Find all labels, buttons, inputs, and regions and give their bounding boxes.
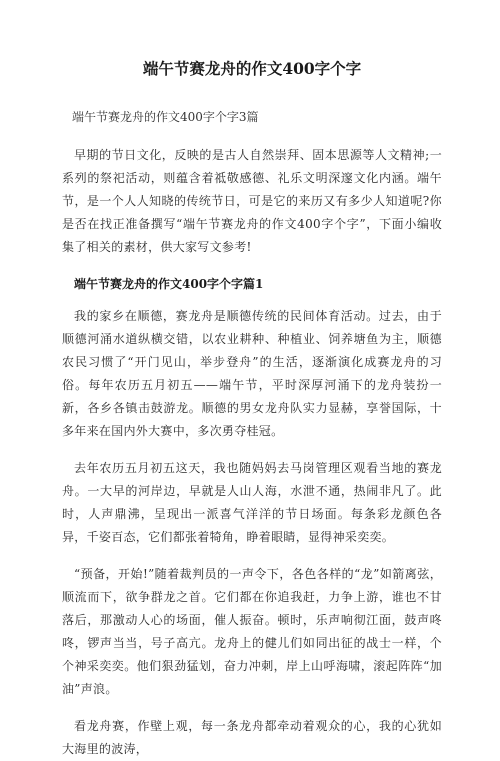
intro-paragraph: 早期的节日文化，反映的是古人自然崇拜、固本思源等人文精神;一系列的祭祀活动，则蕴含着祗敬感德、礼乐文明深邃文化内涵。端午节，是一个人人知晓的传统节日，可是它的来历又有多少人知道呢?你是否在找正准备撰写“端午节赛龙舟的作文400字个字”，下面小编收集了相关的素材，供大家写文参考! — [62, 148, 442, 254]
body-paragraph-4: 看龙舟赛，作壁上观，每一条龙舟都牵动着观众的心，我的心犹如大海里的波涛， — [62, 719, 442, 756]
document-title: 端午节赛龙舟的作文400字个字 — [142, 59, 362, 78]
body-paragraph-3: “预备，开始!”随着裁判员的一声令下，各色各样的“龙”如箭离弦，顺流而下，欲争群龙之首。它们都在你追我赶，力争上游，谁也不甘落后，那激动人心的场面，催人振奋。顿时，乐声响彻江面，鼓声咚咚，锣声当当，号子高亢。龙舟上的健儿们如同出征的战士一样，个个神采奕奕。他们狠劲猛划，奋力冲刺，岸上山呼海啸，滚起阵阵“加油”声浪。 — [62, 567, 442, 696]
document-subtitle: 端午节赛龙舟的作文400字个字3篇 — [72, 110, 259, 124]
body-paragraph-1: 我的家乡在顺德，赛龙舟是顺德传统的民间体育活动。过去，由于顺德河涌水道纵横交错，以农业耕种、种植业、饲养塘鱼为主，顺德农民习惯了“开门见山，举步登舟”的生活，逐渐演化成赛龙舟的习俗。每年农历五月初五——端午节，平时深厚河涌下的龙舟装扮一新，各乡各镇击鼓游龙。顺德的男女龙舟队实力显赫，享誉国际，十多年来在国内外大赛中，多次勇夺桂冠。 — [62, 309, 442, 438]
body-paragraph-2: 去年农历五月初五这天，我也随妈妈去马岗管理区观看当地的赛龙舟。一大早的河岸边，早就是人山人海，水泄不通，热闹非凡了。此时，人声鼎沸，呈现出一派喜气洋洋的节日场面。每条彩龙颜色各异，千姿百态，它们都张着犄角，睁着眼睛，显得神采奕奕。 — [62, 461, 442, 544]
section-heading: 端午节赛龙舟的作文400字个字篇1 — [74, 277, 264, 291]
